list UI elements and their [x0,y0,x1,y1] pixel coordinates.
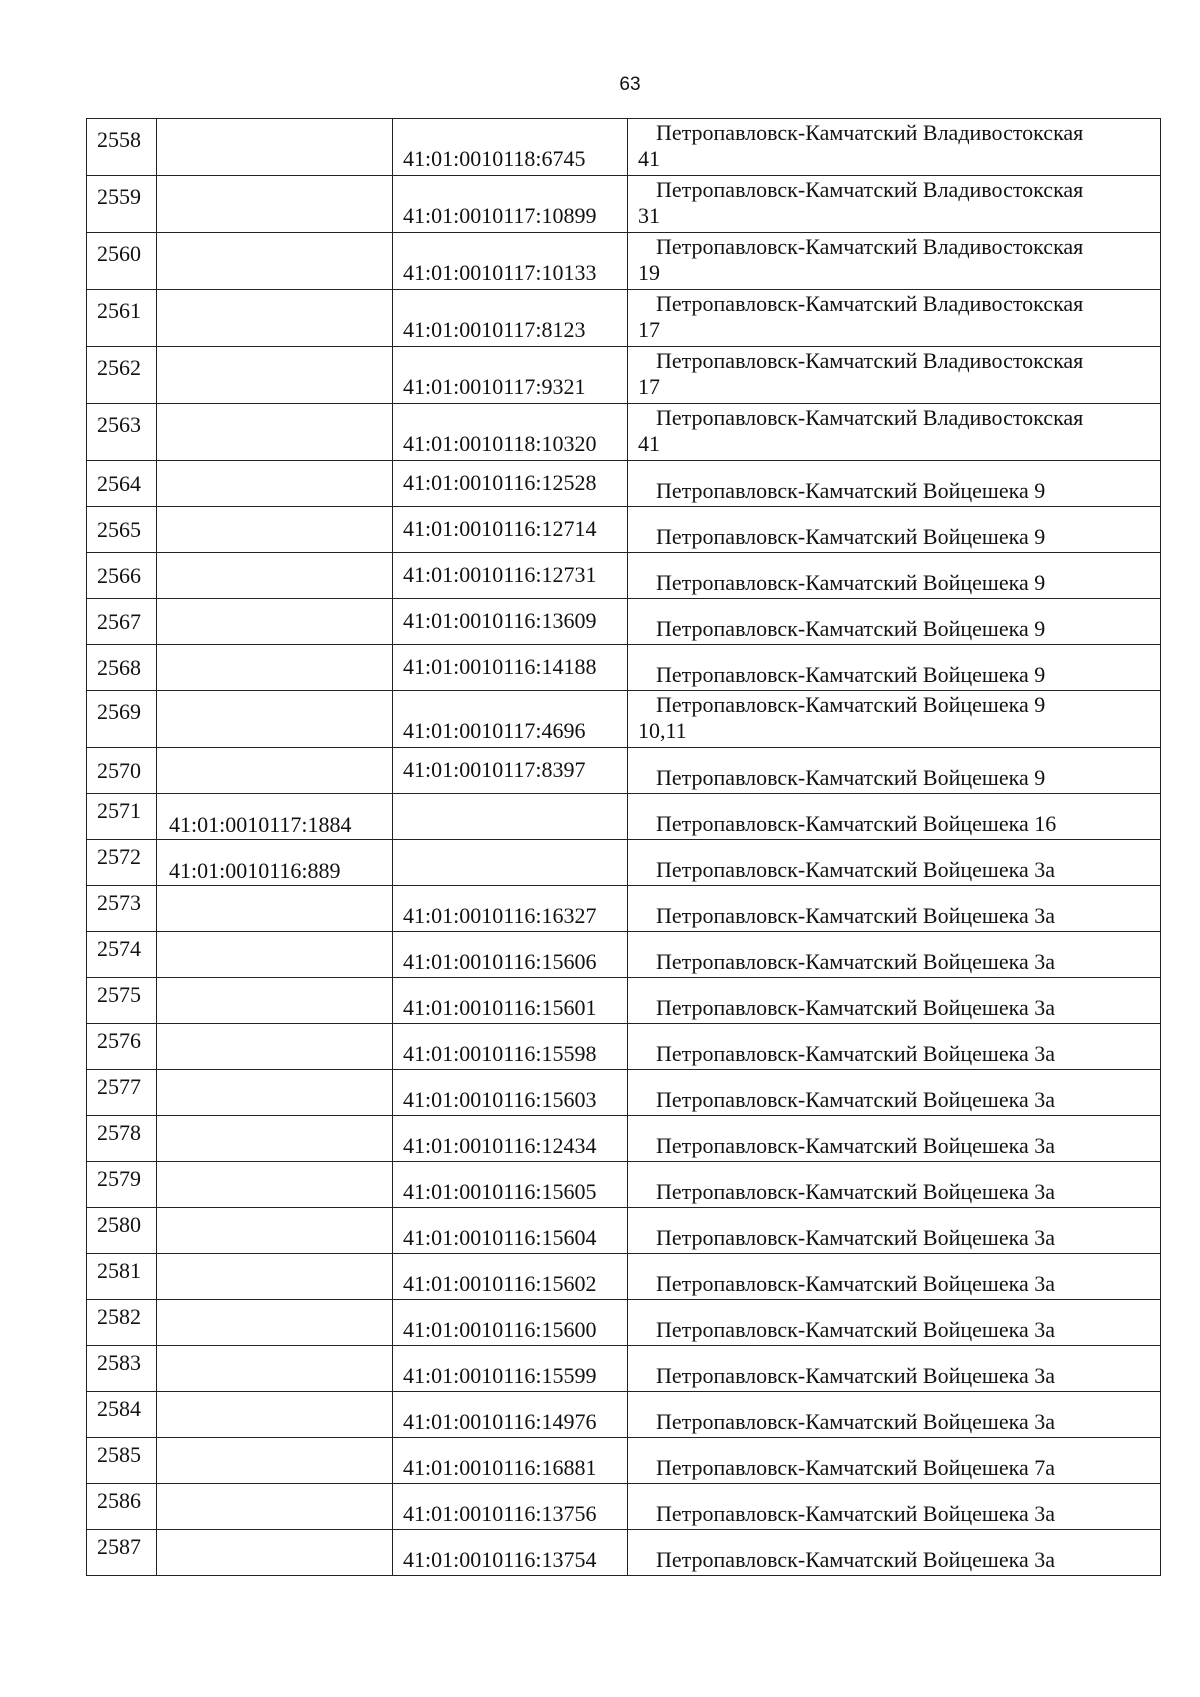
cadastral-number-a-cell [157,978,393,1024]
row-number-cell: 2569 [87,691,157,748]
row-number-cell: 2561 [87,290,157,347]
address-cell [628,290,1161,347]
address-cell: Петропавловск-Камчатский Войцешека 3а [628,1162,1161,1208]
row-number-cell: 2567 [87,599,157,645]
address-line-2: 10,11 [638,718,687,743]
cadastral-number-a-cell [157,1530,393,1576]
table-row [87,599,1161,645]
cadastral-number-b-cell: 41:01:0010116:15602 [393,1254,628,1300]
cadastral-number-a-cell [157,1392,393,1438]
table-row [87,1254,1161,1300]
address-cell [628,691,1161,748]
row-number-cell: 2578 [87,1116,157,1162]
cadastral-number-a-cell [157,507,393,553]
address-line-2: 19 [638,260,660,285]
cadastral-number-a-cell [157,404,393,461]
address-cell: Петропавловск-Камчатский Войцешека 9 [628,645,1161,691]
address-line-1: Петропавловск-Камчатский Владивостокская [656,120,1084,145]
cadastral-number-b-cell: 41:01:0010116:14188 [393,645,628,691]
cadastral-number-b-cell: 41:01:0010118:10320 [393,404,628,461]
address-cell: Петропавловск-Камчатский Войцешека 3а [628,1300,1161,1346]
cadastral-number-b-cell: 41:01:0010116:14976 [393,1392,628,1438]
row-number-cell: 2579 [87,1162,157,1208]
address-cell: Петропавловск-Камчатский Войцешека 7а [628,1438,1161,1484]
row-number-cell: 2568 [87,645,157,691]
address-cell: Петропавловск-Камчатский Войцешека 3а [628,840,1161,886]
address-line-2: 17 [638,317,660,342]
table-row [87,1024,1161,1070]
cadastral-number-b-cell: 41:01:0010116:15604 [393,1208,628,1254]
table-row [87,932,1161,978]
address-cell [628,347,1161,404]
cadastral-number-a-cell [157,1254,393,1300]
row-number-cell: 2575 [87,978,157,1024]
cadastral-number-a-cell [157,461,393,507]
registry-table [86,118,1161,1576]
cadastral-number-b-cell: 41:01:0010116:16881 [393,1438,628,1484]
cadastral-number-b-cell: 41:01:0010116:13609 [393,599,628,645]
registry-table-body [87,119,1161,1576]
row-number-cell: 2566 [87,553,157,599]
address-cell: Петропавловск-Камчатский Войцешека 3а [628,1254,1161,1300]
address-cell: Петропавловск-Камчатский Войцешека 3а [628,886,1161,932]
table-row [87,978,1161,1024]
table-row [87,176,1161,233]
address-cell: Петропавловск-Камчатский Войцешека 9 [628,507,1161,553]
table-row [87,1438,1161,1484]
cadastral-number-b-cell: 41:01:0010117:4696 [393,691,628,748]
row-number-cell: 2571 [87,794,157,840]
cadastral-number-a-cell [157,290,393,347]
address-line-1: Петропавловск-Камчатский Владивостокская [656,177,1084,202]
address-cell: Петропавловск-Камчатский Войцешека 3а [628,1392,1161,1438]
row-number-cell: 2580 [87,1208,157,1254]
address-cell: Петропавловск-Камчатский Войцешека 16 [628,794,1161,840]
address-cell: Петропавловск-Камчатский Войцешека 9 [628,599,1161,645]
cadastral-number-a-cell: 41:01:0010117:1884 [157,794,393,840]
address-cell: Петропавловск-Камчатский Войцешека 3а [628,1070,1161,1116]
table-row [87,233,1161,290]
row-number-cell: 2572 [87,840,157,886]
cadastral-number-b-cell: 41:01:0010116:13754 [393,1530,628,1576]
table-row [87,1208,1161,1254]
cadastral-number-b-cell: 41:01:0010117:8397 [393,748,628,794]
cadastral-number-b-cell: 41:01:0010116:15600 [393,1300,628,1346]
cadastral-number-b-cell: 41:01:0010117:9321 [393,347,628,404]
cadastral-number-b-cell: 41:01:0010116:15601 [393,978,628,1024]
address-cell: Петропавловск-Камчатский Войцешека 3а [628,1208,1161,1254]
row-number-cell: 2586 [87,1484,157,1530]
table-row [87,1346,1161,1392]
page-number: 63 [619,74,641,95]
cadastral-number-a-cell [157,1070,393,1116]
table-row [87,645,1161,691]
table-row [87,748,1161,794]
cadastral-number-a-cell [157,553,393,599]
cadastral-number-b-cell: 41:01:0010116:15599 [393,1346,628,1392]
row-number-cell: 2562 [87,347,157,404]
cadastral-number-b-cell: 41:01:0010116:13756 [393,1484,628,1530]
row-number-cell: 2558 [87,119,157,176]
address-line-2: 31 [638,203,660,228]
row-number-cell: 2581 [87,1254,157,1300]
table-row [87,553,1161,599]
address-cell: Петропавловск-Камчатский Войцешека 3а [628,932,1161,978]
row-number-cell: 2574 [87,932,157,978]
address-cell: Петропавловск-Камчатский Войцешека 3а [628,1116,1161,1162]
cadastral-number-a-cell [157,1162,393,1208]
cadastral-number-b-cell [393,840,628,886]
row-number-cell: 2563 [87,404,157,461]
table-row [87,691,1161,748]
address-cell: Петропавловск-Камчатский Войцешека 3а [628,1530,1161,1576]
row-number-cell: 2559 [87,176,157,233]
table-row [87,404,1161,461]
cadastral-number-a-cell [157,599,393,645]
cadastral-number-a-cell [157,645,393,691]
cadastral-number-b-cell: 41:01:0010117:10133 [393,233,628,290]
table-row [87,1162,1161,1208]
address-cell: Петропавловск-Камчатский Войцешека 9 [628,461,1161,507]
row-number-cell: 2584 [87,1392,157,1438]
cadastral-number-a-cell [157,1346,393,1392]
table-row [87,347,1161,404]
address-line-2: 41 [638,146,660,171]
cadastral-number-a-cell [157,691,393,748]
address-line-1: Петропавловск-Камчатский Войцешека 9 [656,692,1046,717]
address-line-2: 41 [638,431,660,456]
cadastral-number-b-cell: 41:01:0010116:15606 [393,932,628,978]
table-row [87,1300,1161,1346]
cadastral-number-a-cell [157,1484,393,1530]
cadastral-number-a-cell [157,932,393,978]
row-number-cell: 2564 [87,461,157,507]
cadastral-number-a-cell [157,1116,393,1162]
cadastral-number-b-cell: 41:01:0010116:12731 [393,553,628,599]
row-number-cell: 2570 [87,748,157,794]
table-row [87,119,1161,176]
table-row [87,886,1161,932]
address-cell: Петропавловск-Камчатский Войцешека 9 [628,553,1161,599]
row-number-cell: 2587 [87,1530,157,1576]
table-row [87,461,1161,507]
row-number-cell: 2565 [87,507,157,553]
cadastral-number-a-cell [157,233,393,290]
table-row [87,1530,1161,1576]
table-row [87,1392,1161,1438]
row-number-cell: 2560 [87,233,157,290]
cadastral-number-a-cell [157,1300,393,1346]
address-cell [628,404,1161,461]
cadastral-number-b-cell: 41:01:0010117:10899 [393,176,628,233]
table-row [87,840,1161,886]
cadastral-number-b-cell: 41:01:0010118:6745 [393,119,628,176]
row-number-cell: 2583 [87,1346,157,1392]
address-line-1: Петропавловск-Камчатский Владивостокская [656,291,1084,316]
cadastral-number-a-cell: 41:01:0010116:889 [157,840,393,886]
address-cell: Петропавловск-Камчатский Войцешека 3а [628,978,1161,1024]
address-cell: Петропавловск-Камчатский Войцешека 3а [628,1346,1161,1392]
cadastral-number-b-cell: 41:01:0010116:12714 [393,507,628,553]
table-row [87,794,1161,840]
cadastral-number-a-cell [157,748,393,794]
address-cell: Петропавловск-Камчатский Войцешека 3а [628,1024,1161,1070]
address-cell: Петропавловск-Камчатский Войцешека 3а [628,1484,1161,1530]
row-number-cell: 2576 [87,1024,157,1070]
address-cell: Петропавловск-Камчатский Войцешека 9 [628,748,1161,794]
cadastral-number-a-cell [157,1208,393,1254]
table-row [87,1484,1161,1530]
row-number-cell: 2585 [87,1438,157,1484]
address-line-1: Петропавловск-Камчатский Владивостокская [656,348,1084,373]
cadastral-number-b-cell [393,794,628,840]
cadastral-number-a-cell [157,119,393,176]
cadastral-number-b-cell: 41:01:0010116:12434 [393,1116,628,1162]
cadastral-number-b-cell: 41:01:0010117:8123 [393,290,628,347]
table-row [87,507,1161,553]
table-row [87,1116,1161,1162]
cadastral-number-b-cell: 41:01:0010116:15605 [393,1162,628,1208]
cadastral-number-a-cell [157,347,393,404]
cadastral-number-b-cell: 41:01:0010116:15598 [393,1024,628,1070]
row-number-cell: 2582 [87,1300,157,1346]
address-line-1: Петропавловск-Камчатский Владивостокская [656,234,1084,259]
cadastral-number-b-cell: 41:01:0010116:12528 [393,461,628,507]
table-row [87,290,1161,347]
address-cell [628,233,1161,290]
address-line-2: 17 [638,374,660,399]
cadastral-number-a-cell [157,1438,393,1484]
address-cell [628,119,1161,176]
table-row [87,1070,1161,1116]
cadastral-number-a-cell [157,176,393,233]
address-line-1: Петропавловск-Камчатский Владивостокская [656,405,1084,430]
cadastral-number-a-cell [157,886,393,932]
row-number-cell: 2577 [87,1070,157,1116]
cadastral-number-b-cell: 41:01:0010116:16327 [393,886,628,932]
row-number-cell: 2573 [87,886,157,932]
cadastral-number-b-cell: 41:01:0010116:15603 [393,1070,628,1116]
cadastral-number-a-cell [157,1024,393,1070]
address-cell [628,176,1161,233]
